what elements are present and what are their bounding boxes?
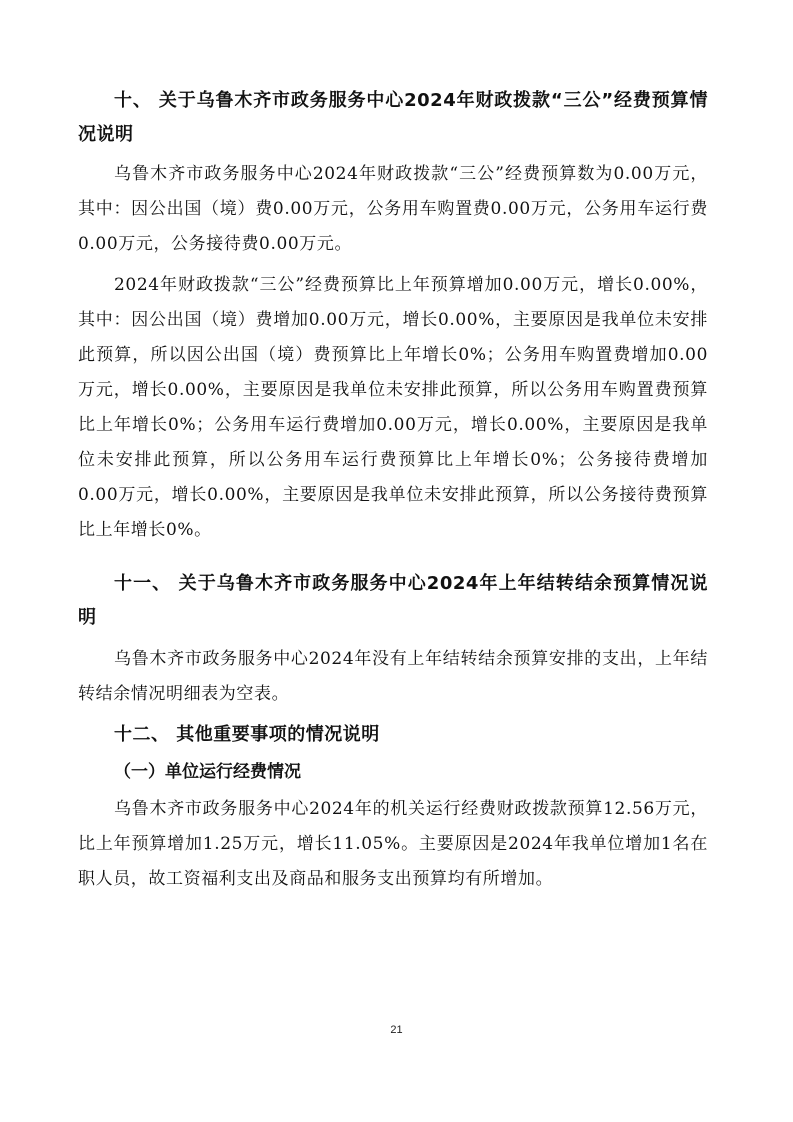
section-10-paragraph-2: 2024年财政拨款“三公”经费预算比上年预算增加0.00万元，增长0.00%，其中：因公出国（境）费增加0.00万元，增长0.00%，主要原因是我单位未安排此预算，所以因公出国（境）费预算比上年增长0%；公务用车购置费增加0.00万元，增长0.00%，主要原因是我单位未安排此预算，所以公务用车购置费预算比上年增长0%；公务用车运行费增加0.00万元，增长0.00%，主要原因是我单位未安排此预算，所以公务用车运行费预算比上年增长0%；公务接待费增加0.00万元，增长0.00%，主要原因是我单位未安排此预算，所以公务接待费预算比上年增长0%。 — [78, 275, 708, 540]
section-11-body — [78, 642, 708, 712]
section-11-heading: 十一、 关于乌鲁木齐市政务服务中心2024年上年结转结余预算情况说明 — [78, 573, 708, 628]
section-10-body-1 — [78, 157, 708, 262]
section-10-heading: 十、 关于乌鲁木齐市政务服务中心2024年财政拨款“三公”经费预算情况说明 — [78, 90, 708, 145]
section-11 — [78, 567, 708, 635]
page-number: 21 — [390, 1024, 403, 1036]
section-12-heading: 十二、 其他重要事项的情况说明 — [114, 724, 380, 745]
section-12-paragraph-1: 乌鲁木齐市政务服务中心2024年的机关运行经费财政拨款预算12.56万元，比上年预算增加1.25万元，增长11.05%。主要原因是2024年我单位增加1名在职人员，故工资福利支出及商品和服务支出预算均有所增加。 — [78, 799, 708, 889]
section-12 — [78, 718, 708, 752]
section-10-body-2 — [78, 268, 708, 548]
section-10 — [78, 84, 708, 152]
section-12-subheading-1: （一）单位运行经费情况 — [114, 762, 301, 782]
section-12-sub-1 — [78, 755, 708, 789]
section-11-paragraph-1: 乌鲁木齐市政务服务中心2024年没有上年结转结余预算安排的支出，上年结转结余情况明细表为空表。 — [78, 649, 708, 704]
section-12-body — [78, 792, 708, 897]
section-10-paragraph-1: 乌鲁木齐市政务服务中心2024年财政拨款“三公”经费预算数为0.00万元，其中：因公出国（境）费0.00万元，公务用车购置费0.00万元，公务用车运行费0.00万元，公务接待费0.00万元。 — [78, 164, 708, 254]
